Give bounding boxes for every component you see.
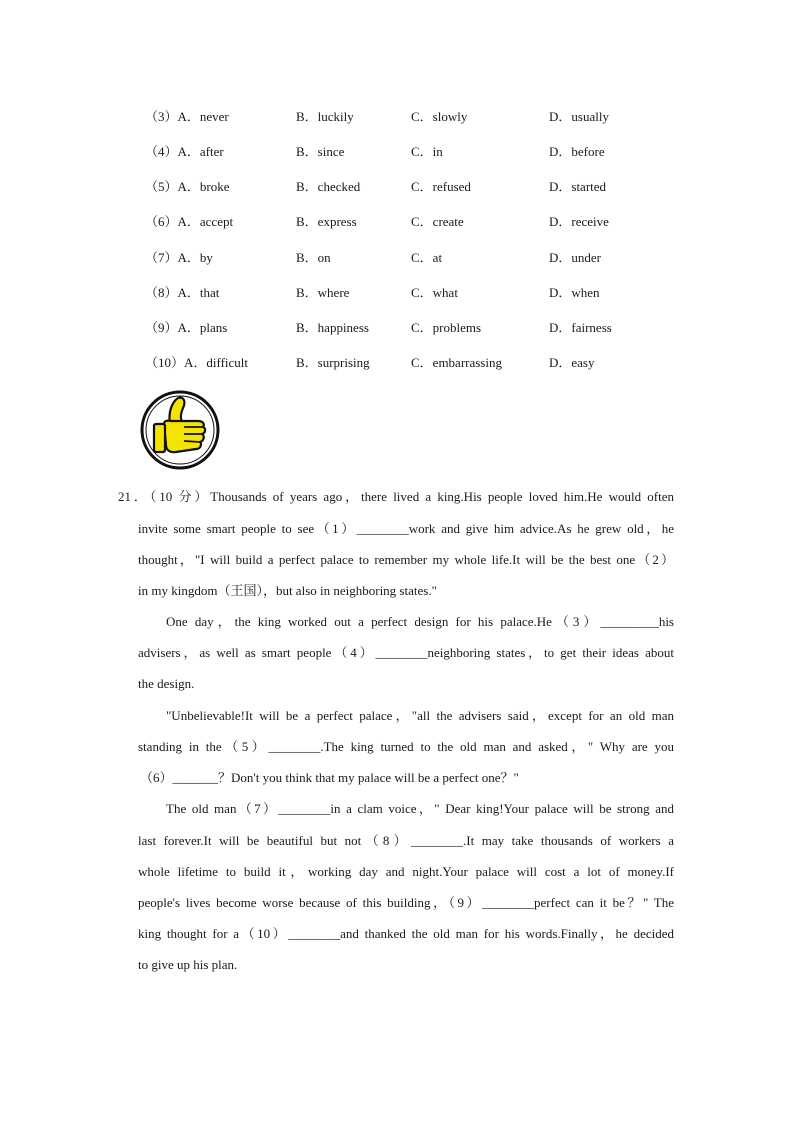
option-b: B．where [296,285,350,300]
option-a: （8）A．that [145,285,220,300]
option-b: B．since [296,144,345,159]
passage-line: thought，"I will build a perfect palace to remember my whole life.It will be the best one（2） [138,552,674,567]
passage-line: The old man（7）________in a clam voice，" Dear king!Your palace will be strong and [166,801,674,816]
passage-line: whole lifetime to build it，working day and night.Your palace will cost a lot of money.If [138,864,674,879]
passage-line: last forever.It will be beautiful but not（8）________.It may take thousands of workers a [138,833,674,848]
option-b: B．checked [296,179,361,194]
option-c: C．in [411,144,443,159]
option-d: D．started [549,179,607,194]
option-c: C．embarrassing [411,355,502,370]
passage-line: people's lives become worse because of this building，（9）________perfect can it be？" The [138,895,674,910]
option-b: B．luckily [296,109,354,124]
option-d: D．under [549,250,601,265]
option-a: （6）A．accept [145,214,234,229]
passage-line: standing in the（5）________.The king turned to the old man and asked，" Why are you [138,739,674,754]
passage-line: invite some smart people to see（1）________work and give him advice.As he grew old，he [138,521,674,536]
option-b: B．happiness [296,320,369,335]
option-c: C．what [411,285,458,300]
passage-line: advisers，as well as smart people（4）________neighboring states，to get their ideas about [138,645,674,660]
option-b: B．on [296,250,331,265]
option-b: B．surprising [296,355,370,370]
option-d: D．fairness [549,320,612,335]
question-heading: 21．（10 分）Thousands of years ago，there lived a king.His people loved him.He would often [118,489,674,504]
passage-line: "Unbelievable!It will be a perfect palace，"all the advisers said，except for an old man [166,708,674,723]
option-a: （5）A．broke [145,179,230,194]
option-b: B．express [296,214,357,229]
option-c: C．problems [411,320,482,335]
thumbs-up-icon [140,390,220,470]
option-a: （3）A．never [145,109,229,124]
passage-line: the design. [138,676,195,691]
passage-line: One day，the king worked out a perfect design for his palace.He（3）_________his [166,614,674,629]
option-d: D．receive [549,214,609,229]
option-d: D．before [549,144,605,159]
option-a: （4）A．after [145,144,224,159]
option-a: （9）A．plans [145,320,228,335]
option-c: C．refused [411,179,471,194]
option-a: （10）A．difficult [145,355,249,370]
passage-line: to give up his plan. [138,957,238,972]
option-c: C．slowly [411,109,468,124]
option-d: D．usually [549,109,609,124]
option-c: C．at [411,250,443,265]
passage-line: （6）_______？Don't you think that my palace will be a perfect one？" [140,770,519,785]
option-c: C．create [411,214,464,229]
passage-line: king thought for a（10）________and thanked the old man for his words.Finally，he decided [138,926,674,941]
option-d: D．easy [549,355,595,370]
option-d: D．when [549,285,600,300]
passage-line: in my kingdom（王国），but also in neighboring states." [138,583,437,598]
option-a: （7）A．by [145,250,213,265]
